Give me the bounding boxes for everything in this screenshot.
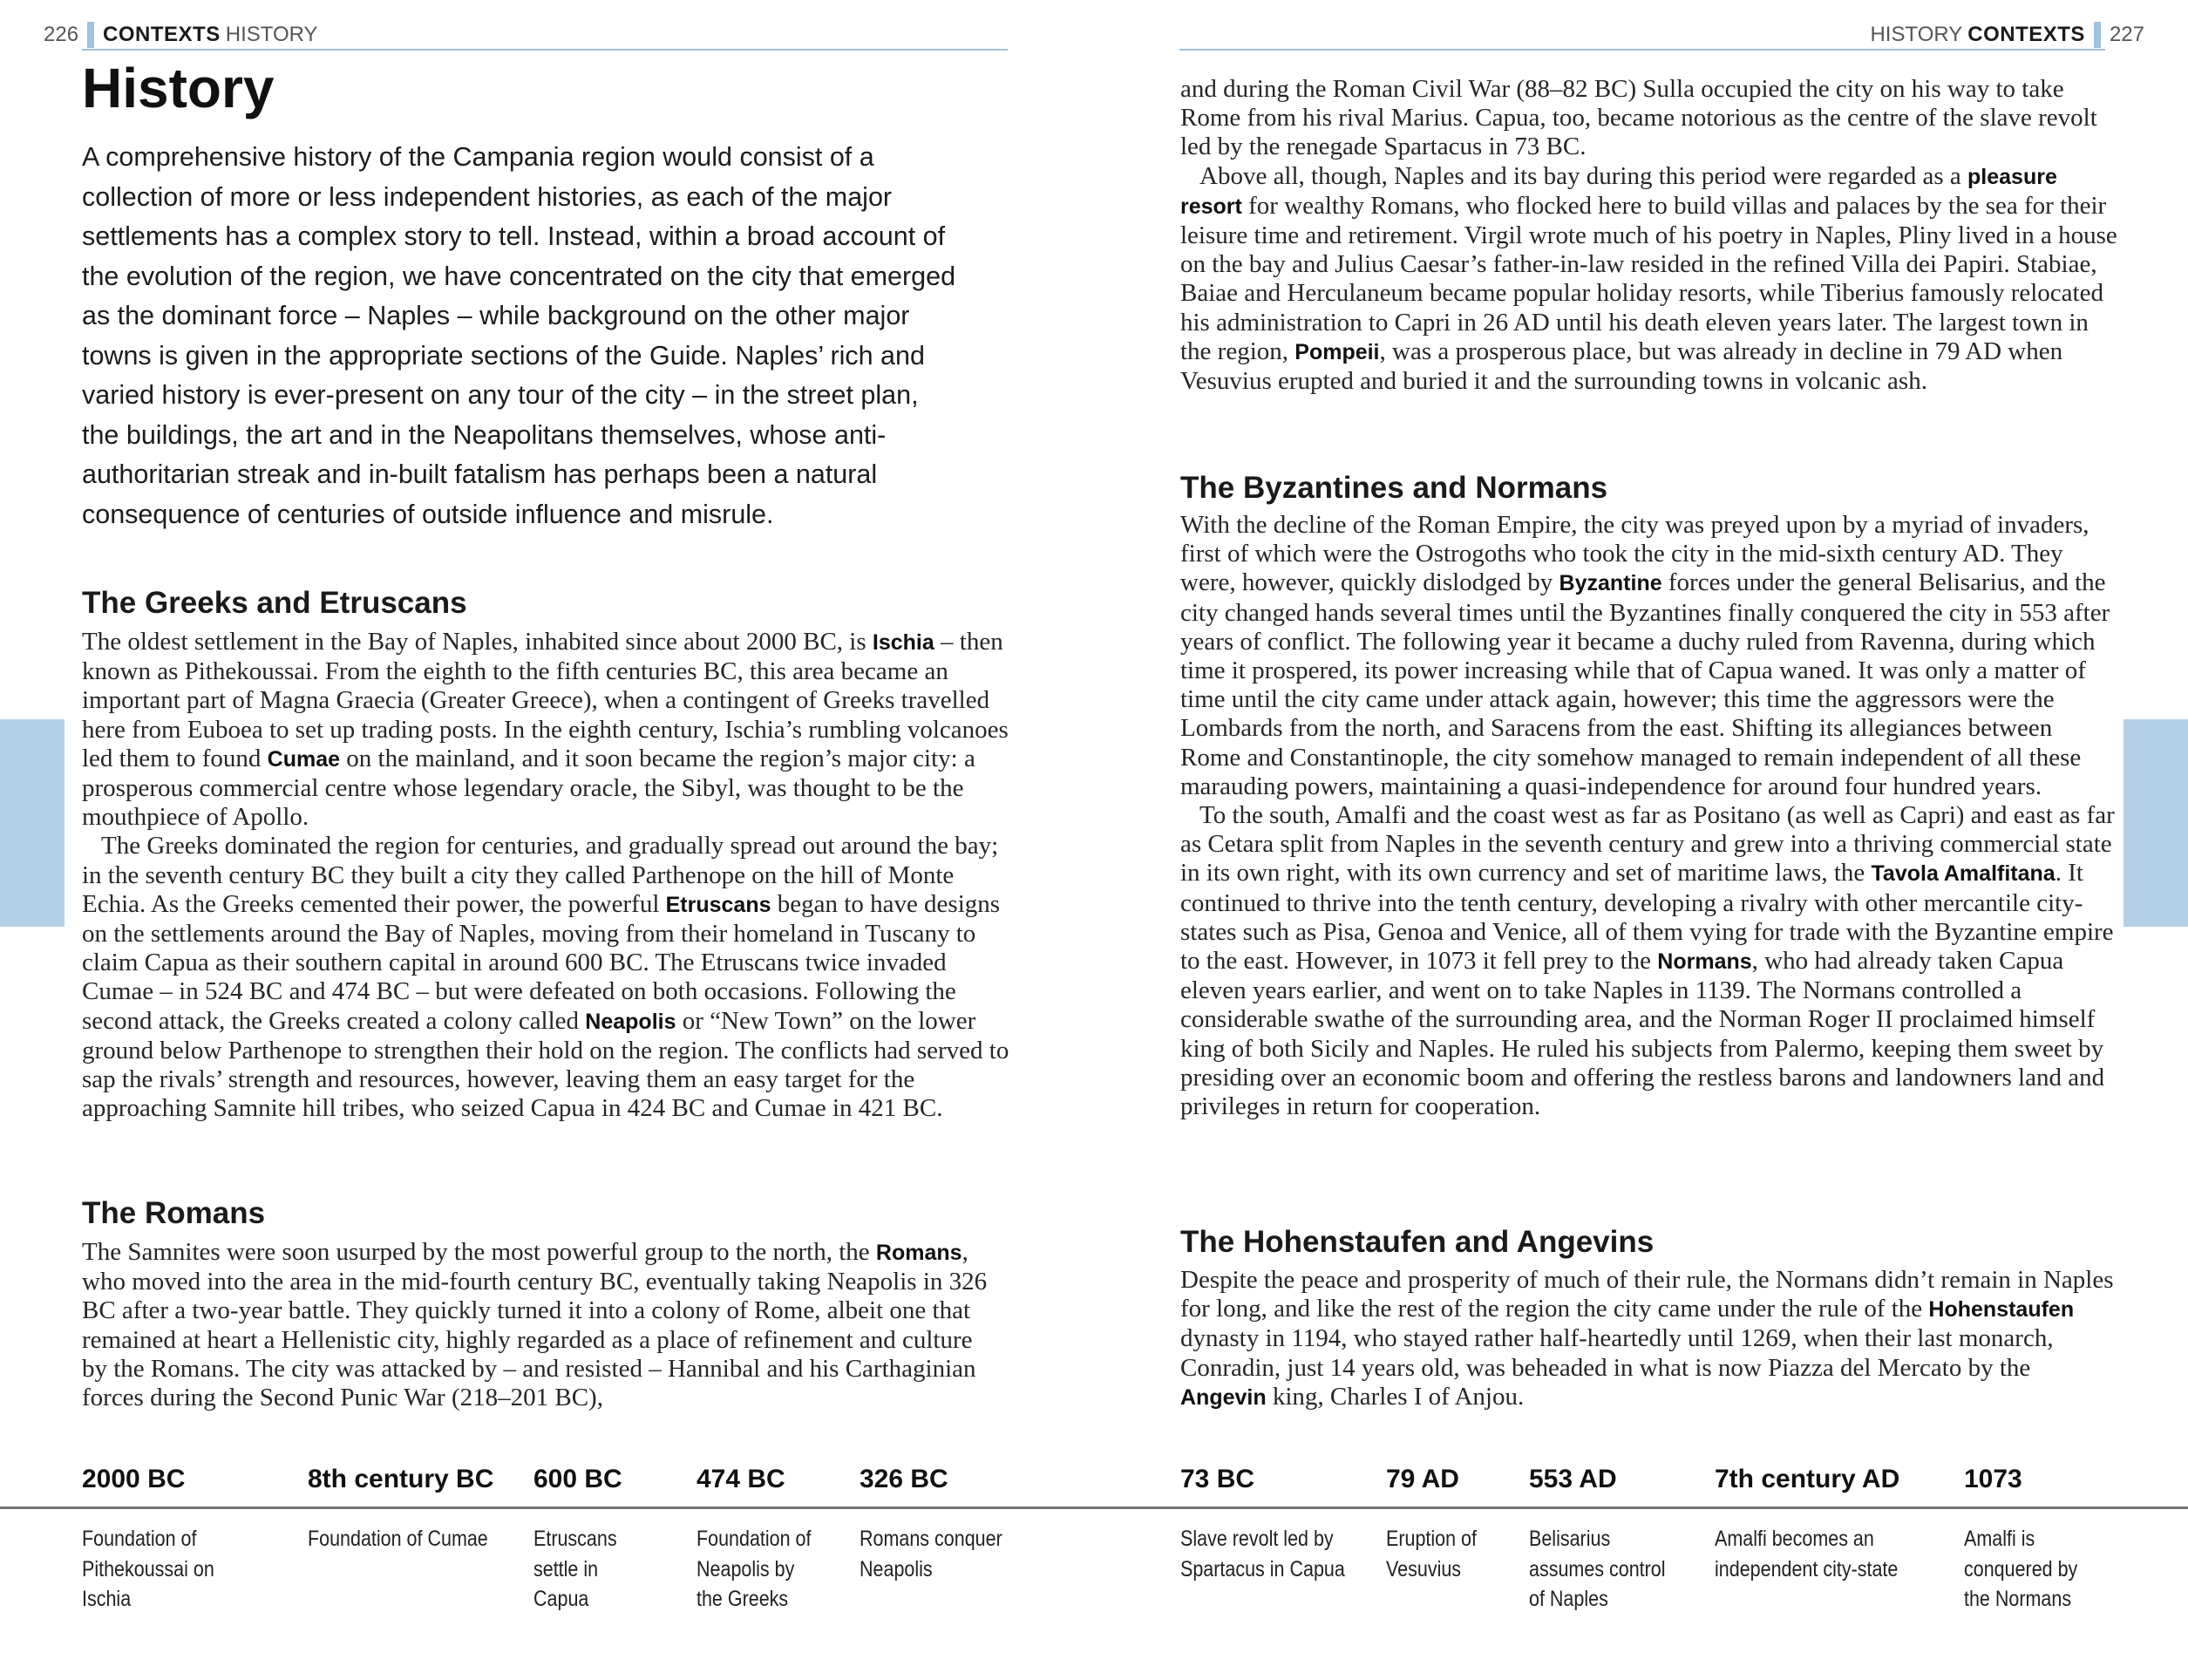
timeline-event: Belisarius assumes control of Naples: [1529, 1527, 1666, 1611]
timeline-date: 73 BC: [1180, 1465, 1255, 1493]
heading-greeks-etruscans: The Greeks and Etruscans: [82, 586, 467, 620]
keyword-etruscans: Etruscans: [665, 892, 771, 917]
keyword-cumae: Cumae: [267, 746, 341, 772]
timeline-event: Foundation of Neapolis by the Greeks: [696, 1527, 812, 1611]
romans-continued-body: [1180, 75, 2117, 396]
side-thumb-tab: [0, 719, 65, 927]
timeline-event: Amalfi is conquered by the Normans: [1964, 1527, 2078, 1611]
heading-byzantines-normans: The Byzantines and Normans: [1180, 471, 1608, 505]
timeline-date: 2000 BC: [82, 1465, 186, 1493]
keyword-neapolis: Neapolis: [585, 1009, 676, 1034]
byzantines-paragraph-2: To the south, Amalfi and the coast west as far as Positano (as well as Capri) and east as far as Cetara split from Naples in the seventh century and grew into a thriving commercial state in its own right, with its own currency and set of maritime laws, the Tavola Amalfitana. It continued to thrive into the tenth century, developing a rivalry with other mercantile city-states such as Pisa, Genoa and Venice, all of them vying for trade with the Byzantine empire to the east. However, in 1073 it fell prey to the Normans, who had already taken Capua eleven years earlier, and went on to take Naples in 1139. The Normans controlled a considerable swathe of the surrounding area, and the Norman Roger II proclaimed himself king of both Sicily and Naples. He ruled his subjects from Palermo, keeping them sweet by presiding over an economic boom and offering the restless barons and landowners land and privileges in return for cooperation.: [1180, 801, 2115, 1121]
timeline-date: 474 BC: [696, 1465, 785, 1493]
timeline-event: Eruption of Vesuvius: [1386, 1527, 1477, 1581]
timeline-event: Romans conquer Neapolis: [860, 1527, 1002, 1581]
timeline-event: Amalfi becomes an independent city-state: [1715, 1527, 1899, 1581]
romans-paragraph-1: The Samnites were soon usurped by the most powerful group to the north, the Romans, who moved into the area in the mid-fourth century BC, eventually taking Neapolis in 326 BC after a two-year battle. They quickly turned it into a colony of Rome, albeit one that remained at heart a Hellenistic city, highly regarded as a place of refinement and culture by the Romans. The city was attacked by – and resisted – Hannibal and his Carthaginian forces during the Second Punic War (218–201 BC),: [82, 1238, 988, 1412]
timeline-date: 7th century AD: [1715, 1465, 1900, 1493]
page-number-left: 226: [44, 23, 79, 46]
timeline-date: 8th century BC: [308, 1465, 494, 1493]
cont-paragraph-2: Above all, though, Naples and its bay during this period were regarded as a pleasure resort for wealthy Romans, who flocked here to build villas and palaces by the sea for their leisure time and retirement. Virgil wrote much of his poetry in Naples, Pliny lived in a house on the bay and Julius Caesar’s father-in-law resided in the refined Villa dei Papiri. Stabiae, Baiae and Herculaneum became popular holiday resorts, while Tiberius famously relocated his administration to Capri in 26 AD until his death eleven years later. The largest town in the region, Pompeii, was a prosperous place, but was already in decline in 79 AD when Vesuvius erupted and buried it and the surrounding towns in volcanic ash.: [1180, 161, 2117, 396]
section-romans-body: [82, 1238, 997, 1412]
section-greeks-body: [82, 628, 1019, 1123]
timeline-rule: [1094, 1507, 2188, 1509]
byzantines-paragraph-1: With the decline of the Roman Empire, the city was preyed upon by a myriad of invaders, first of which were the Ostrogoths who took the city in the mid-sixth century AD. They were, however, quickly dislodged by Byzantine forces under the general Belisarius, and the city changed hands several times until the Byzantines finally conquered the city in 553 after years of conflict. The following year it became a duchy ruled from Ravenna, during which time it prospered, its power increasing while that of Capua waned. It was only a matter of time until the city came under attack again, however; this time the aggressors were the Lombards from the north, and Saracens from the east. Shifting its allegiances between Rome and Constantinople, the city somehow managed to remain independent of all these marauding powers, maintaining a quasi-independence for around four hundred years.: [1180, 511, 2110, 800]
greeks-paragraph-2: The Greeks dominated the region for centuries, and gradually spread out around the bay; in the seventh century BC they built a city they called Parthenope on the hill of Monte Echia. As the Greeks cemented their power, the powerful Etruscans began to have designs on the settlements around the Bay of Naples, moving from their homeland in Tuscany to claim Capua as their southern capital in around 600 BC. The Etruscans twice invaded Cumae – in 524 BC and 474 BC – but were defeated on both occasions. Following the second attack, the Greeks created a colony called Neapolis or “New Town” on the lower ground below Parthenope to strengthen their hold on the region. The conflicts had served to sap the rivals’ strength and resources, however, leaving them an easy target for the approaching Samnite hill tribes, who seized Capua in 424 BC and Cumae in 421 BC.: [82, 832, 1009, 1123]
heading-romans: The Romans: [82, 1196, 266, 1230]
keyword-byzantine: Byzantine: [1559, 571, 1662, 596]
timeline-date: 1073: [1964, 1465, 2022, 1493]
keyword-hohenstaufen: Hohenstaufen: [1928, 1297, 2075, 1323]
keyword-pleasure-resort: pleasure resort: [1180, 164, 2057, 219]
header-rule: [82, 49, 1008, 51]
keyword-angevin: Angevin: [1180, 1384, 1267, 1410]
header-accent-bar: [2094, 22, 2101, 48]
timeline-date: 326 BC: [860, 1465, 948, 1493]
section-label-bold: CONTEXTS: [1967, 23, 2085, 46]
side-thumb-tab: [2123, 719, 2188, 927]
keyword-pompeii: Pompeii: [1294, 339, 1380, 364]
page-number-right: 227: [2109, 23, 2144, 46]
header-accent-bar: [87, 22, 94, 48]
heading-hohenstaufen-angevins: The Hohenstaufen and Angevins: [1180, 1225, 1655, 1259]
keyword-ischia: Ischia: [872, 630, 934, 655]
hohenstaufen-paragraph-1: Despite the peace and prosperity of much of their rule, the Normans didn’t remain in Naples for long, and like the rest of the region the city came under the rule of the Hohenstaufen dynasty in 1194, who stayed rather half-heartedly until 1269, when their last monarch, Conradin, just 14 years old, was beheaded in what is now Piazza del Mercato by the Angevin king, Charles I of Anjou.: [1180, 1266, 2114, 1411]
section-label-sub: HISTORY: [225, 23, 318, 46]
keyword-tavola-amalfitana: Tavola Amalfitana: [1871, 861, 2055, 887]
section-byzantines-body: [1180, 511, 2117, 1121]
timeline-date: 79 AD: [1386, 1465, 1459, 1493]
intro-paragraph: A comprehensive history of the Campania region would consist of a collection of more or less independent histories, as each of the major settlements has a complex story to tell. Instead, within a broad account of the evolution of the region, we have concentrated on the city that emerged as the dominant force – Naples – while background on the other major towns is given in the appropriate sections of the Guide. Naples’ rich and varied history is ever-present on any tour of the city – in the street plan, the buildings, the art and in the Neapolitans themselves, whose anti-authoritarian streak and in-built fatalism has perhaps been a natural consequence of centuries of outside influence and misrule.: [82, 142, 956, 529]
section-label-sub: HISTORY: [1870, 23, 1963, 46]
right-page: [1094, 0, 2188, 1680]
section-hohenstaufen-body: [1180, 1266, 2117, 1412]
keyword-normans: Normans: [1657, 949, 1752, 975]
greeks-paragraph-1: The oldest settlement in the Bay of Naples, inhabited since about 2000 BC, is Ischia – then known as Pithekoussai. From the eighth to the fifth centuries BC, this area became an important part of Magna Graecia (Greater Greece), when a contingent of Greeks travelled here from Euboea to set up trading posts. In the eighth century, Ischia’s rumbling volcanoes led them to found Cumae on the mainland, and it soon became the region’s major city: a prosperous commercial centre whose legendary oracle, the Sibyl, was thought to be the mouthpiece of Apollo.: [82, 628, 1009, 832]
keyword-romans: Romans: [875, 1241, 962, 1265]
page-title: History: [82, 57, 275, 119]
cont-paragraph-1: and during the Roman Civil War (88–82 BC) Sulla occupied the city on his way to take Rome from his rival Marius. Capua, too, became notorious as the centre of the slave revolt led by the renegade Spartacus in 73 BC.: [1180, 75, 2097, 161]
timeline-event: Etruscans settle in Capua: [533, 1527, 617, 1611]
timeline-event: Foundation of Cumae: [308, 1527, 488, 1551]
timeline-date: 600 BC: [533, 1465, 622, 1493]
running-header-left: [44, 21, 318, 49]
timeline-event: Slave revolt led by Spartacus in Capua: [1180, 1527, 1345, 1581]
timeline-rule: [0, 1507, 1094, 1509]
timeline-event: Foundation of Pithekoussai on Ischia: [82, 1527, 214, 1611]
section-label-bold: CONTEXTS: [103, 23, 221, 46]
header-rule: [1179, 49, 2105, 51]
timeline-date: 553 AD: [1529, 1465, 1617, 1493]
running-header-right: [1870, 21, 2144, 49]
